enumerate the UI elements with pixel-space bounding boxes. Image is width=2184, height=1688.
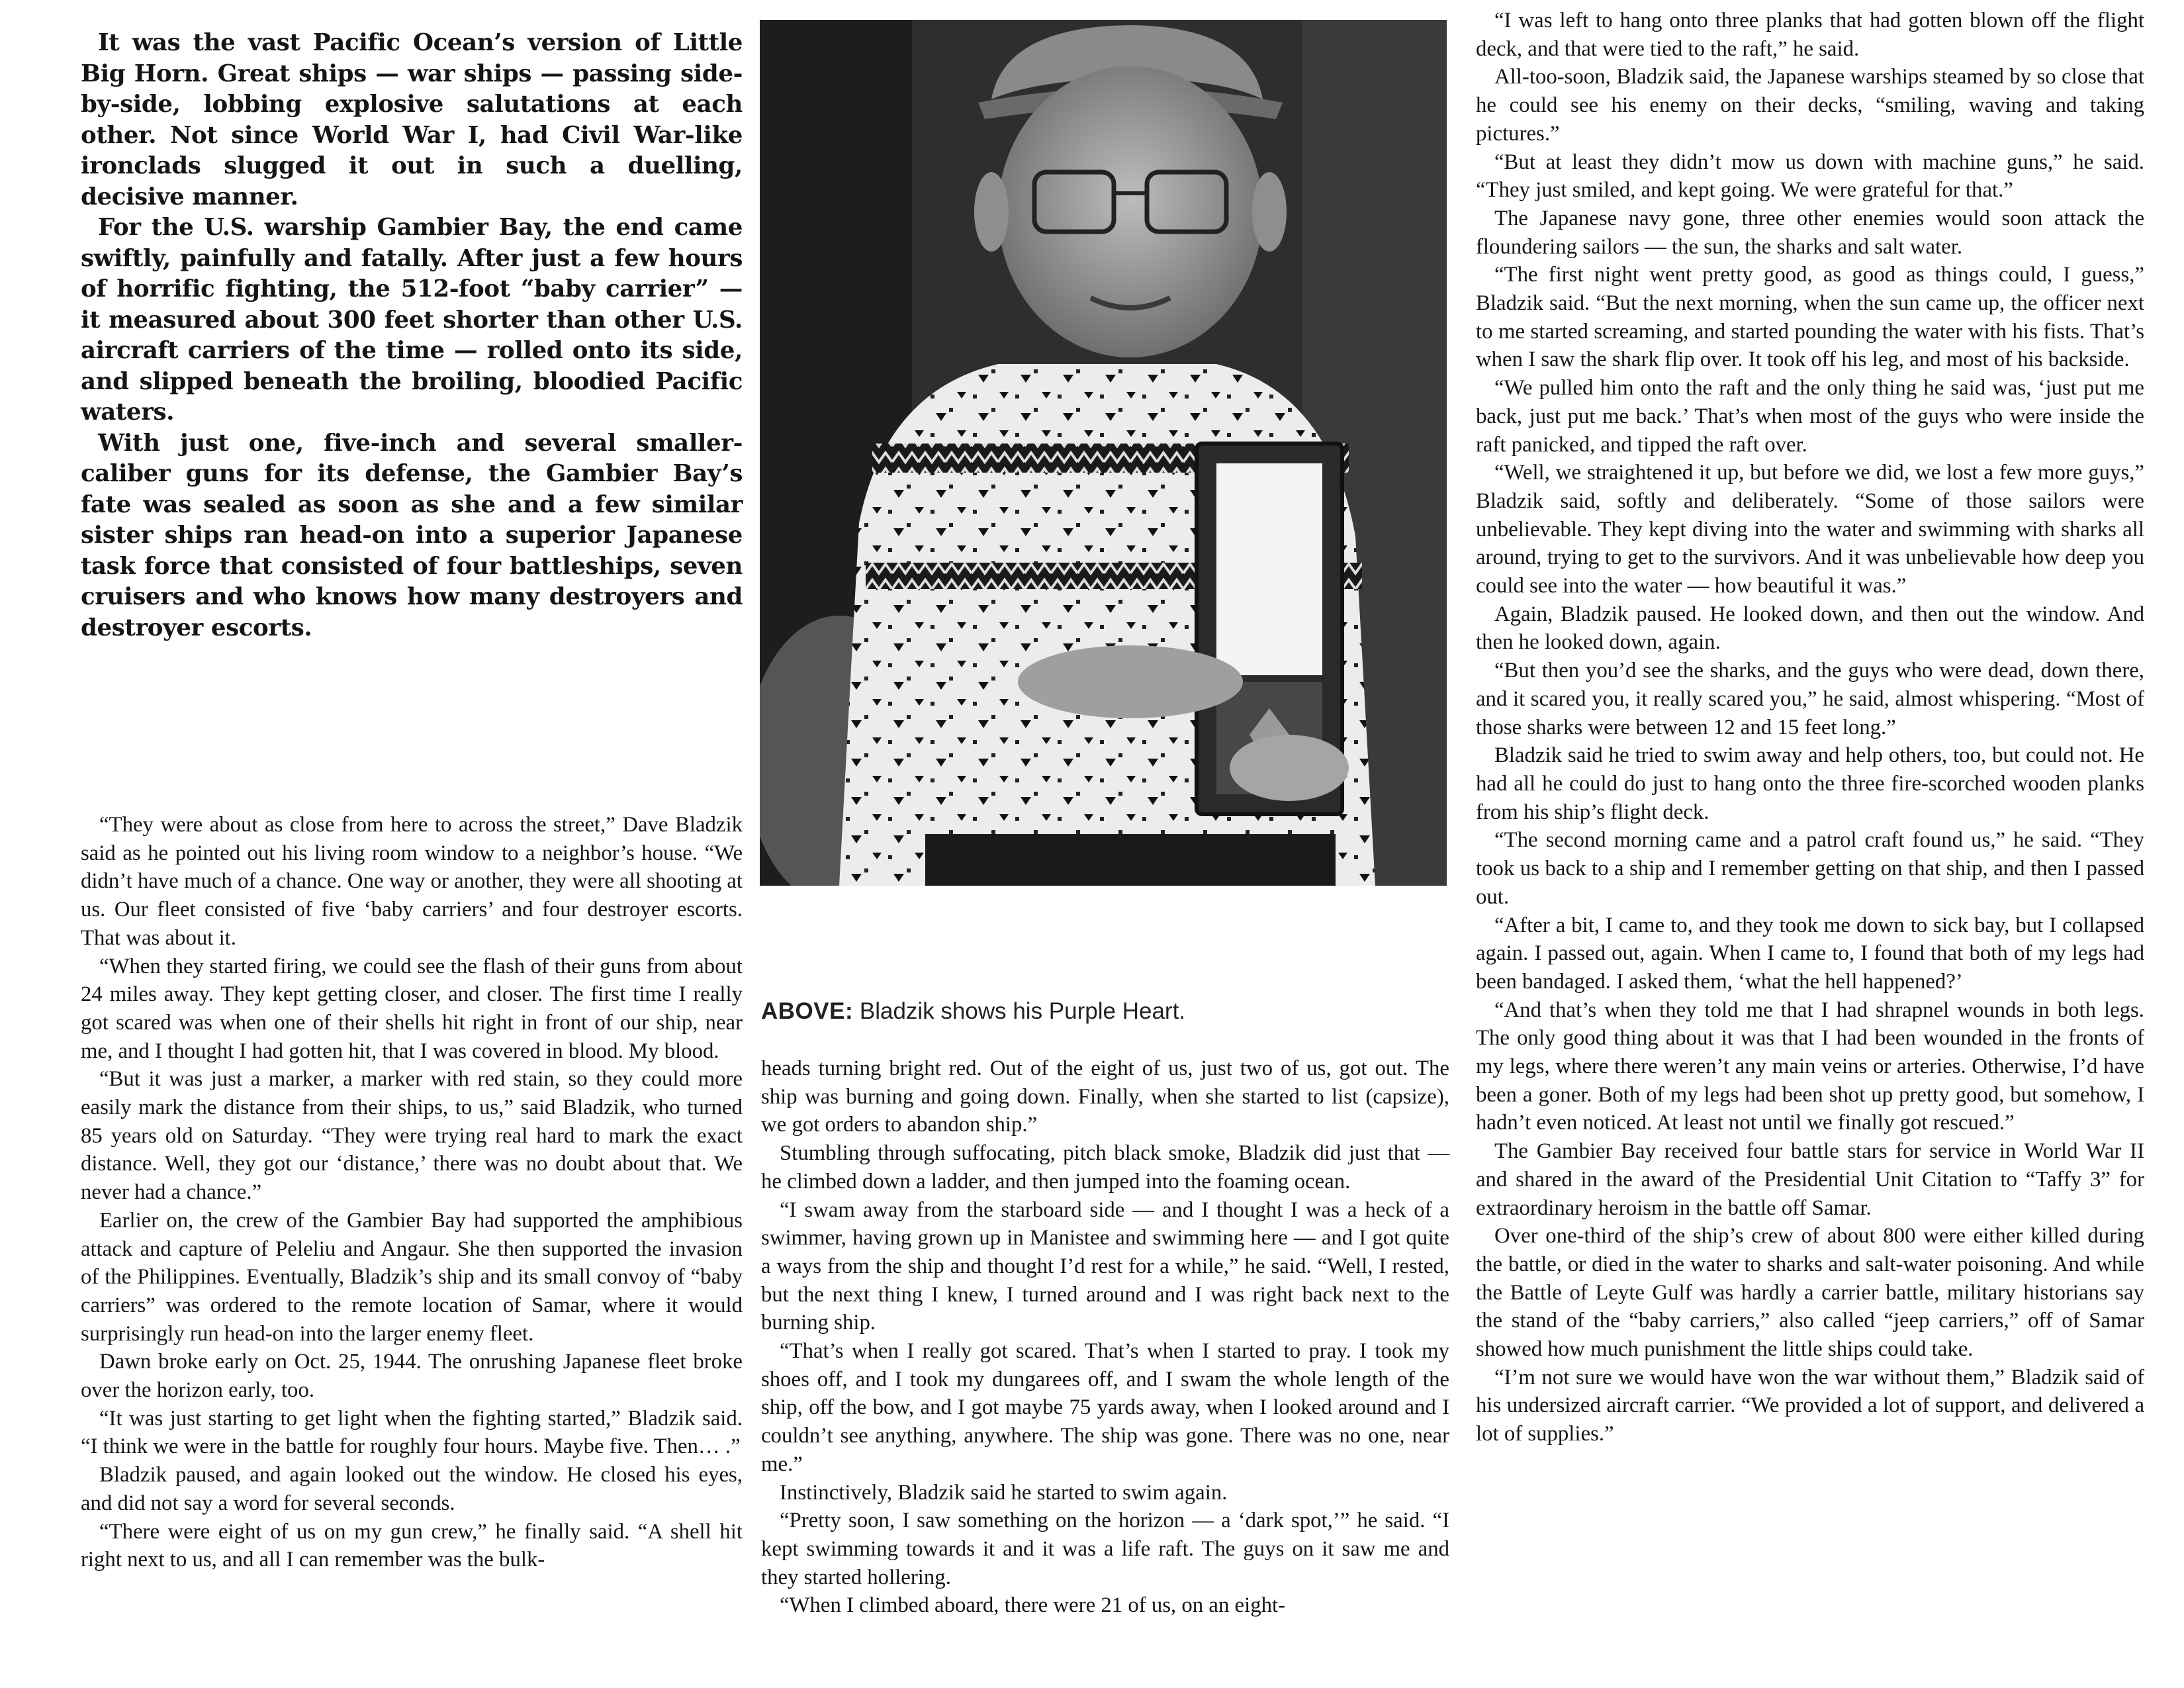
body-paragraph: “But then you’d see the sharks, and the guys who were dead, down there, and it scared you, it really scared you,” he said, almost whispering. “Most of those sharks were between 12 and 15 feet long.” <box>1476 659 2144 739</box>
body-paragraph: “We pulled him onto the raft and the only thing he said was, ‘just put me back, just put me back.’ That’s when most of the guys who were inside the raft panicked, and tipped the raft over. <box>1476 376 2144 457</box>
body-paragraph: The Japanese navy gone, three other enemies would soon attack the floundering sailors — the sun, the sharks and salt water. <box>1476 206 2144 259</box>
body-paragraph: “And that’s when they told me that I had shrapnel wounds in both legs. The only good thing about it was that I had been wounded in the fronts of my legs, where there weren’t any main veins or arteries. Otherwise, I’d have been a goner. Both of my legs had been shot up pretty good, but somehow, I hadn’t even noticed. At least not until we finally got rescued.” <box>1476 998 2144 1135</box>
body-paragraph: “That’s when I really got scared. That’s when I started to pray. I took my shoes off, and I took my dungarees off, and I swam the whole length of the ship, off the bow, and I got maybe 75 yards away, when I looked around and I couldn’t see anything, anywhere. The ship was gone. There was no one, near me.” <box>761 1339 1449 1476</box>
body-paragraph: “But at least they didn’t mow us down with machine guns,” he said. “They just smiled, and kept going. We were grateful for that.” <box>1476 150 2144 203</box>
lead-paragraph: With just one, five-inch and several smaller-caliber guns for its defense, the Gambier Bay’s fate was sealed as soon as she and a few similar sister ships ran head-on into a superior Japanese task force that consisted of four battleships, seven cruisers and who knows how many destroyers and destroyer escorts. <box>81 429 743 641</box>
body-paragraph: Dawn broke early on Oct. 25, 1944. The onrushing Japanese fleet broke over the horizon early, too. <box>81 1350 743 1403</box>
lead-paragraph: For the U.S. warship Gambier Bay, the end came swiftly, painfully and fatally. After just a few hours of horrific fighting, the 512-foot “baby carrier” — it measured about 300 feet shorter than other U.S. aircraft carriers of the time — rolled onto its side, and slipped beneath the broiling, bloodied Pacific waters. <box>81 214 743 426</box>
body-paragraph: “I’m not sure we would have won the war without them,” Bladzik said of his undersized aircraft carrier. “We provided a lot of support, and delivered a lot of supplies.” <box>1476 1365 2144 1446</box>
body-paragraph: Over one-third of the ship’s crew of about 800 were either killed during the battle, or died in the water to sharks and salt-water poisoning. And while the Battle of Leyte Gulf was hardly a carrier battle, military historians say the stand of the “baby carriers,” also called “jeep carriers,” off of Samar showed how much punishment the little ships could take. <box>1476 1224 2144 1362</box>
caption-text: Bladzik shows his Purple Heart. <box>859 998 1186 1024</box>
caption-tag: ABOVE: <box>761 998 854 1024</box>
body-paragraph: “The second morning came and a patrol craft found us,” he said. “They took us back to a ship and I remember getting on that ship, and then I passed out. <box>1476 828 2144 909</box>
photo-caption <box>761 998 1449 1025</box>
body-paragraph: Again, Bladzik paused. He looked down, and then out the window. And then he looked down, again. <box>1476 602 2144 655</box>
body-paragraph: “It was just starting to get light when the fighting started,” Bladzik said. “I think we were in the battle for roughly four hours. Maybe five. Then… .” <box>81 1406 743 1459</box>
body-paragraph: “Pretty soon, I saw something on the horizon — a ‘dark spot,’” he said. “I kept swimming towards it and it was a life raft. The guys on it saw me and they started hollering. <box>761 1509 1449 1589</box>
body-paragraph: “But it was just a marker, a marker with red stain, so they could more easily mark the distance from their ships, to us,” said Bladzik, who turned 85 years old on Saturday. “They were trying real hard to mark the exact distance. Well, they got our ‘distance,’ there was no doubt about that. We never had a chance.” <box>81 1067 743 1205</box>
body-paragraph: “When I climbed aboard, there were 21 of us, on an eight- <box>780 1593 1286 1618</box>
body-paragraph: “The first night went pretty good, as good as things could, I guess,” Bladzik said. “But the next morning, when the sun came up, the officer next to me started screaming, and started pounding the water with his fists. That’s when I saw the shark flip over. It took off his leg, and most of his backside. <box>1476 263 2144 372</box>
body-paragraph: Stumbling through suffocating, pitch black smoke, Bladzik did just that — he climbed down a ladder, and then jumped into the foaming ocean. <box>761 1141 1449 1194</box>
article-column-3 <box>1476 7 2144 1448</box>
lead-paragraph: It was the vast Pacific Ocean’s version of Little Big Horn. Great ships — war ships — passing side-by-side, lobbing explosive salutations at each other. Not since World War I, had Civil War-like ironclads slugged it out in such a duelling, decisive manner. <box>81 29 743 211</box>
body-paragraph: “After a bit, I came to, and they took me down to sick bay, but I collapsed again. I passed out, again. When I came to, I found that both of my legs had been bandaged. I asked them, ‘what the hell happened?’ <box>1476 913 2144 994</box>
body-paragraph: “I swam away from the starboard side — and I thought I was a heck of a swimmer, having grown up in Manistee and swimming here — and I got quite a ways from the ship and thought I’d rest for a while,” he said. “Well, I rested, but the next thing I knew, I turned around and I was right back next to the burning ship. <box>761 1197 1449 1335</box>
body-paragraph: Bladzik paused, and again looked out the window. He closed his eyes, and did not say a word for several seconds. <box>81 1463 743 1515</box>
body-paragraph: “Well, we straightened it up, but before we did, we lost a few more guys,” Bladzik said, softly and deliberately. “Some of those sailors were unbelievable. They kept diving into the water and swimming with sharks all around, trying to get to the survivors. And it was unbelievable how deep you could see into the water — how beautiful it was.” <box>1476 461 2144 598</box>
body-paragraph: Earlier on, the crew of the Gambier Bay had supported the amphibious attack and capture of Peleliu and Angaur. She then supported the invasion of the Philippines. Eventually, Bladzik’s ship and its small convoy of “baby carriers” was ordered to the remote location of Samar, where it would surprisingly run head-on into the larger enemy fleet. <box>81 1208 743 1346</box>
body-paragraph: The Gambier Bay received four battle stars for service in World War II and shared in the award of the Presidential Unit Citation to “Taffy 3” for extraordinary heroism in the battle off Samar. <box>1476 1139 2144 1220</box>
body-paragraph: “There were eight of us on my gun crew,” he finally said. “A shell hit right next to us, and all I can remember was the bulk- <box>81 1519 743 1572</box>
body-paragraph: “They were about as close from here to across the street,” Dave Bladzik said as he pointed out his living room window to a neighbor’s house. “We didn’t have much of a chance. One way or another, they were all shooting at us. Our fleet consisted of five ‘baby carriers’ and four destroyer escorts. That was about it. <box>81 813 743 950</box>
body-paragraph: All-too-soon, Bladzik said, the Japanese warships steamed by so close that he could see his enemy on their decks, “smiling, waving and taking pictures.” <box>1476 65 2144 146</box>
article-photo <box>760 20 1447 886</box>
body-paragraph: heads turning bright red. Out of the eight of us, just two of us, got out. The ship was burning and going down. Finally, when she started to list (capsize), we got orders to abandon ship.” <box>761 1056 1449 1137</box>
article-column-1 <box>81 811 743 1574</box>
photo-illustration <box>760 20 1447 886</box>
article-lead <box>81 28 743 643</box>
body-paragraph: Instinctively, Bladzik said he started to swim again. <box>780 1480 1228 1505</box>
body-paragraph: “When they started firing, we could see the flash of their guns from about 24 miles away. They kept getting closer, and closer. The first time I really got scared was when one of their shells hit right in front of our ship, near me, and I thought I had gotten hit, that I was covered in blood. My blood. <box>81 954 743 1063</box>
body-paragraph: “I was left to hang onto three planks that had gotten blown off the flight deck, and that were tied to the raft,” he said. <box>1476 9 2144 61</box>
article-column-2 <box>761 1055 1449 1620</box>
body-paragraph: Bladzik said he tried to swim away and help others, too, but could not. He had all he could do just to hang onto the three fire-scorched wooden planks from his ship’s flight deck. <box>1476 743 2144 824</box>
